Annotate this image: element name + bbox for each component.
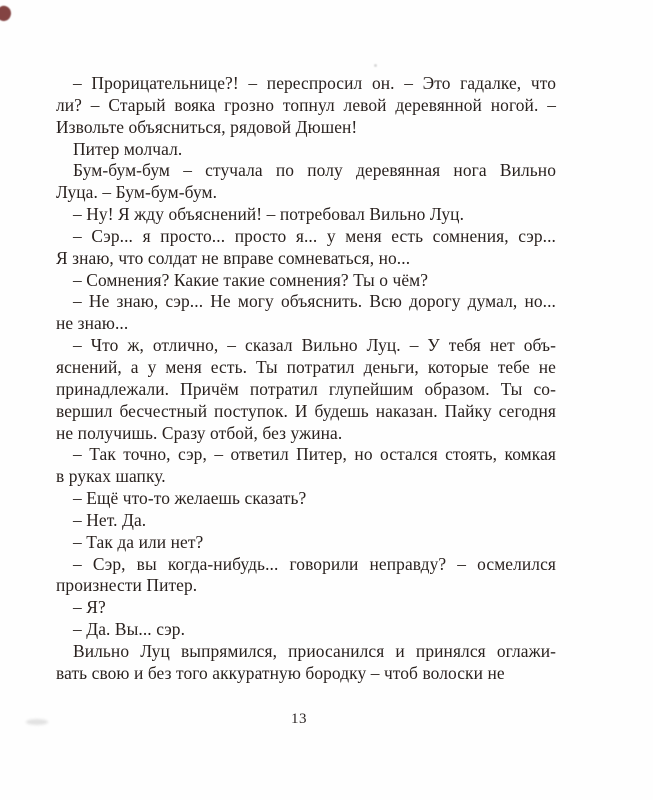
text-line: – Нет. Да.: [73, 509, 147, 530]
paragraph: [56, 291, 556, 335]
page-text-block: [56, 73, 556, 685]
text-line: не знаю...: [56, 313, 129, 334]
page-number: 13: [291, 711, 307, 727]
text-line: – Сэр... я просто... просто я... у меня есть сомнения, сэр...: [73, 225, 556, 246]
text-line: – Так да или нет?: [73, 531, 204, 552]
text-line: – Ну! Я жду объяснений! – потребовал Вильно Луц.: [73, 204, 465, 225]
paragraph: [56, 270, 556, 292]
text-line: в руках шапку.: [56, 466, 166, 487]
text-line: вершил бесчестный поступок. И будешь наказан. Пайку сегодня: [56, 400, 556, 421]
text-line: – Да. Вы... сэр.: [73, 619, 186, 640]
paragraph: [56, 488, 556, 510]
paragraph: [56, 204, 556, 226]
scan-smudge: [26, 719, 48, 725]
paragraph: [56, 597, 556, 619]
text-line: принадлежали. Причём потратил глупейшим образом. Ты со-: [56, 378, 556, 399]
text-line: – Сомнения? Какие такие сомнения? Ты о чём?: [73, 269, 429, 290]
paragraph: [56, 160, 556, 204]
paragraph: [56, 73, 556, 139]
text-line: произнести Питер.: [56, 575, 198, 596]
text-line: вать свою и без того аккуратную бородку – чтоб волоски не: [56, 662, 505, 683]
text-line: – Не знаю, сэр... Не могу объяснить. Всю дорогу думал, но...: [73, 291, 556, 312]
paragraph: [56, 619, 556, 641]
text-line: Луца. – Бум-бум-бум.: [56, 182, 218, 203]
text-line: – Сэр, вы когда-нибудь... говорили неправду? – осмелился: [73, 553, 556, 574]
paragraph: [56, 641, 556, 685]
scan-artifact-icon: [0, 4, 13, 23]
text-line: – Что ж, отлично, – сказал Вильно Луц. – У тебя нет объ-: [73, 335, 556, 356]
paragraph: [56, 444, 556, 488]
text-line: Бум-бум-бум – стучала по полу деревянная нога Вильно: [73, 160, 556, 181]
text-line: Вильно Луц выпрямился, приосанился и принялся оглажи-: [73, 640, 556, 661]
text-line: – Ещё что-то желаешь сказать?: [73, 488, 307, 509]
paragraph: [56, 532, 556, 554]
paragraph: [56, 554, 556, 598]
paragraph: [56, 510, 556, 532]
paragraph: [56, 335, 556, 444]
text-line: не получишь. Сразу отбой, без ужина.: [56, 422, 343, 443]
paragraph: [56, 226, 556, 270]
text-line: Питер молчал.: [73, 138, 183, 159]
text-line: яснений, а у меня есть. Ты потратил деньги, которые тебе не: [56, 356, 556, 377]
text-line: – Прорицательнице?! – переспросил он. – Это гадалке, что: [73, 73, 556, 93]
text-line: Я знаю, что солдат не вправе сомневаться, но...: [56, 247, 411, 268]
scan-speck: [374, 64, 377, 67]
text-line: ли? – Старый вояка грозно топнул левой деревянной ногой. –: [56, 94, 556, 115]
text-line: – Я?: [73, 597, 106, 618]
paragraph: [56, 139, 556, 161]
text-line: Извольте объясниться, рядовой Дюшен!: [56, 116, 358, 137]
text-line: – Так точно, сэр, – ответил Питер, но остался стоять, комкая: [73, 444, 556, 465]
